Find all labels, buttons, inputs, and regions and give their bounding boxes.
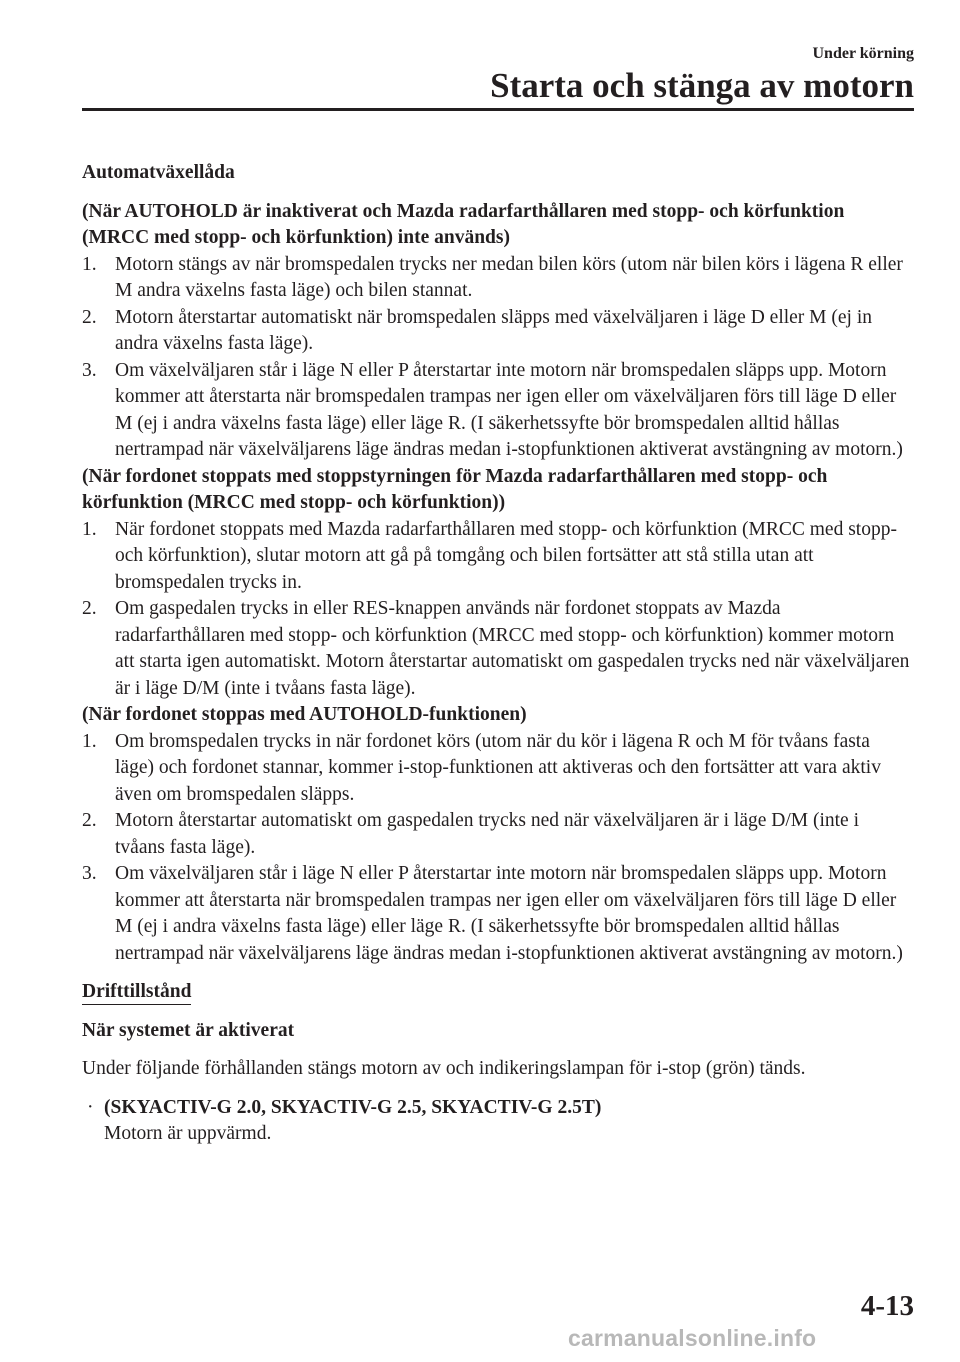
list-number: 1. [82, 518, 97, 540]
list-text: Om gaspedalen trycks in eller RES-knappen används när fordonet stoppats av Mazda radarfarthållaren med stopp- och körfunktion (MRCC med stopp- och körfunktion) kommer motorn att starta igen automatiskt. Motorn återstartar automatiskt om gaspedalen trycks ned när växelväljaren är i läge D/M (inte i tvåans fasta läge). [115, 598, 910, 699]
bullet-title: (SKYACTIV-G 2.0, SKYACTIV-G 2.5, SKYACTIV-G 2.5T) [104, 1096, 602, 1118]
page-content [82, 160, 912, 1148]
list-number: 1. [82, 253, 97, 275]
list-item [82, 729, 912, 809]
heading-automatic: Automatväxellåda [82, 162, 235, 183]
page-title: Starta och stänga av motorn [490, 66, 914, 105]
section-label: Under körning [812, 45, 914, 62]
list-item [82, 305, 912, 358]
list-number: 1. [82, 730, 97, 752]
drift-heading-text: Drifttillstånd [82, 979, 191, 1005]
list-text: När fordonet stoppats med Mazda radarfarthållaren med stopp- och körfunktion (MRCC med stopp- och körfunktion), slutar motorn att gå på tomgång och bilen fortsätter att stå stilla utan att bromspedalen trycks in. [115, 518, 897, 593]
list-text: Om växelväljaren står i läge N eller P återstartar inte motorn när bromspedalen släpps upp. Motorn kommer att återstarta när bromspedalen trampas ner igen eller om växelväljaren förs till läge D eller M (ej i andra växelns fasta läge) eller läge R. (I säkerhetssyfte bör bromspedalen alltid hållas nertrampad när växelväljarens läge ändras medan i-stopfunktionen aktiverat avstängning av motorn.) [115, 359, 903, 460]
page-number: 4-13 [860, 1290, 914, 1322]
list-number: 3. [82, 863, 97, 884]
list-item [82, 517, 912, 597]
list-number: 2. [82, 810, 97, 831]
list-item [82, 808, 912, 861]
group2-title: (När fordonet stoppats med stoppstyrningen för Mazda radarfarthållaren med stopp- och körfunktion (MRCC med stopp- och körfunktion)) [82, 465, 828, 513]
list-number: 2. [82, 598, 97, 619]
page-header [490, 44, 914, 106]
list-item [82, 861, 912, 967]
bullet-dot: · [87, 1096, 94, 1118]
drift-heading [82, 979, 912, 1006]
list-item [82, 358, 912, 464]
bullet-item [82, 1095, 912, 1148]
list-number: 2. [82, 306, 97, 328]
group3-title: (När fordonet stoppas med AUTOHOLD-funktionen) [82, 704, 527, 725]
list-number: 3. [82, 359, 97, 381]
drift-intro: Under följande förhållanden stängs motorn av och indikeringslampan för i-stop (grön) tänds. [82, 1058, 806, 1079]
bullet-text: Motorn är uppvärmd. [104, 1123, 272, 1144]
watermark: carmanualsonline.info [568, 1325, 817, 1351]
list-text: Om växelväljaren står i läge N eller P återstartar inte motorn när bromspedalen släpps upp. Motorn kommer att återstarta när bromspedalen trampas ner igen eller om växelväljaren förs till läge D eller M (ej i andra växelns fasta läge) eller läge R. (I säkerhetssyfte bör bromspedalen alltid hållas nertrampad när växelväljarens läge ändras medan i-stopfunktionen aktiverat avstängning av motorn.) [115, 863, 903, 964]
list-item [82, 252, 912, 305]
list-text: Om bromspedalen trycks in när fordonet körs (utom när du kör i lägena R och M för tvåans fasta läge) och fordonet stannar, kommer i-stop-funktionen att aktiveras och den fortsätter att vara aktiv även om bromspedalen släpps. [115, 730, 881, 805]
drift-subheading: När systemet är aktiverat [82, 1019, 295, 1041]
header-rule [82, 108, 914, 111]
list-text: Motorn återstartar automatiskt om gaspedalen trycks ned när växelväljaren är i läge D/M (inte i tvåans fasta läge). [115, 810, 859, 858]
group1-title: (När AUTOHOLD är inaktiverat och Mazda radarfarthållaren med stopp- och körfunktion (MRCC med stopp- och körfunktion) inte används) [82, 200, 845, 248]
list-item [82, 596, 912, 702]
list-text: Motorn återstartar automatiskt när bromspedalen släpps med växelväljaren i läge D eller M (ej in andra växelns fasta läge). [115, 306, 872, 354]
list-text: Motorn stängs av när bromspedalen trycks ner medan bilen körs (utom när bilen körs i lägena R eller M andra växelns fasta läge) och bilen stannat. [115, 253, 903, 301]
